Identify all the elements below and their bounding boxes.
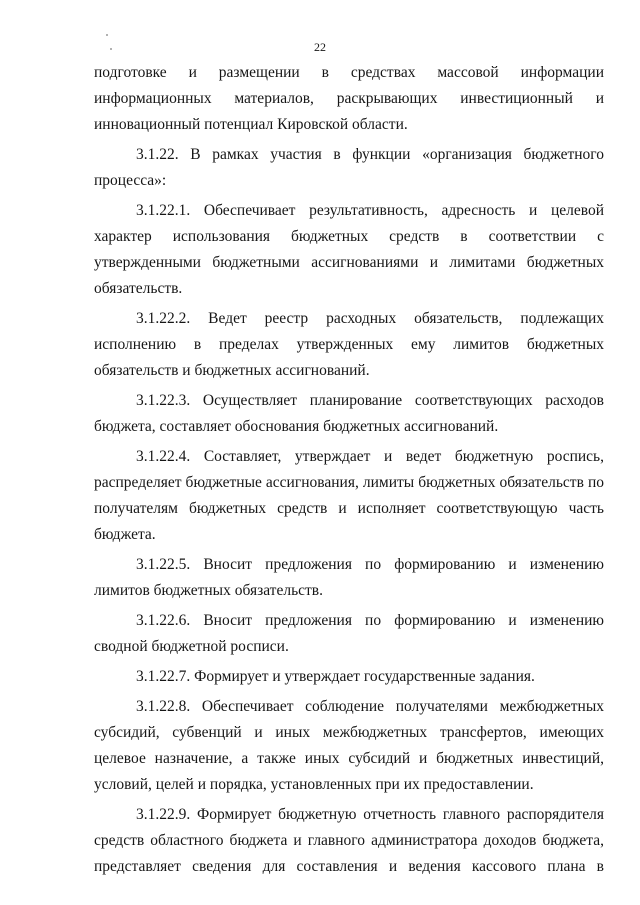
scan-speck [110, 48, 112, 50]
paragraph-3-1-22-9: 3.1.22.9. Формирует бюджетную отчетность главного распорядителя средств областного бюджета и главного администратора доходов бюджета, представляет сведения для составления и ведения кассового плана в [94, 806, 604, 875]
document-body [94, 60, 604, 880]
paragraph-3-1-22-5: 3.1.22.5. Вносит предложения по формированию и изменению лимитов бюджетных обязательств. [94, 556, 604, 599]
paragraph-3-1-22-7: 3.1.22.7. Формирует и утверждает государственные задания. [136, 668, 535, 685]
paragraph-3-1-22: 3.1.22. В рамках участия в функции «организация бюджетного процесса»: [94, 146, 604, 189]
paragraph-3-1-22-4: 3.1.22.4. Составляет, утверждает и ведет бюджетную роспись, распределяет бюджетные ассигнования, лимиты бюджетных обязательств по получателям бюджетных средств и исполняет соответствующую часть бюджета. [94, 448, 604, 543]
paragraph-3-1-22-1: 3.1.22.1. Обеспечивает результативность, адресность и целевой характер использования бюджетных средств в соответствии с утвержденными бюджетными ассигнованиями и лимитами бюджетных обязательств. [94, 202, 604, 297]
paragraph-3-1-22-8: 3.1.22.8. Обеспечивает соблюдение получателями межбюджетных субсидий, субвенций и иных межбюджетных трансфертов, имеющих целевое назначение, а также иных субсидий и бюджетных инвестиций, условий, целей и порядка, установленных при их предоставлении. [94, 698, 604, 793]
paragraph-3-1-22-2: 3.1.22.2. Ведет реестр расходных обязательств, подлежащих исполнению в пределах утвержденных ему лимитов бюджетных обязательств и бюджетных ассигнований. [94, 310, 604, 379]
page-number: 22 [314, 40, 326, 54]
paragraph-3-1-22-3: 3.1.22.3. Осуществляет планирование соответствующих расходов бюджета, составляет обоснования бюджетных ассигнований. [94, 392, 604, 435]
scan-speck [106, 34, 108, 36]
paragraph-continuation: подготовке и размещении в средствах массовой информации информационных материалов, раскрывающих инвестиционный и инновационный потенциал Кировской области. [94, 64, 604, 133]
paragraph-3-1-22-6: 3.1.22.6. Вносит предложения по формированию и изменению сводной бюджетной росписи. [94, 612, 604, 655]
